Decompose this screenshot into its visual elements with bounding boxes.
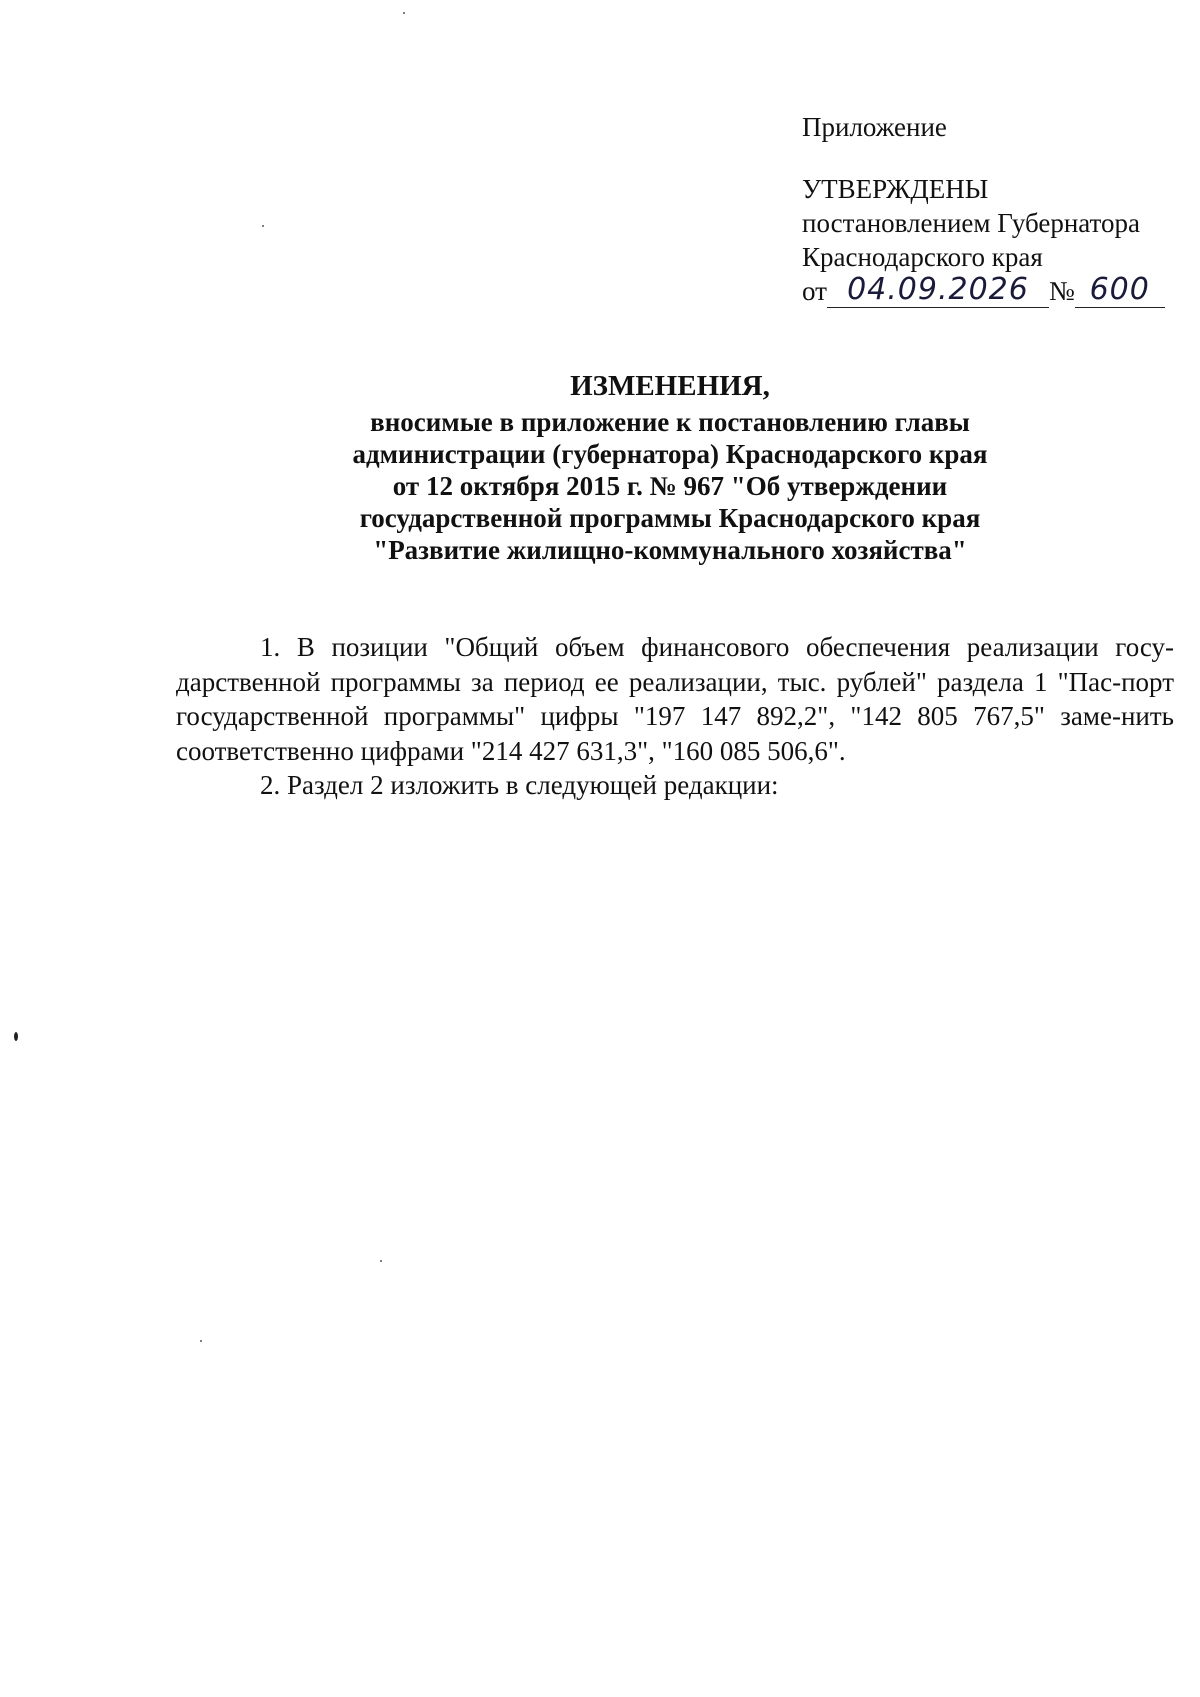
approved-by-line-1: постановлением Губернатора	[802, 208, 1140, 238]
title-line: от 12 октября 2015 г. № 967 "Об утверждении	[392, 471, 948, 501]
date-prefix: от	[802, 276, 827, 306]
approval-stamp-block	[802, 110, 1182, 308]
paragraph-2	[176, 768, 1174, 803]
scan-speck	[262, 225, 264, 227]
number-prefix: №	[1048, 276, 1075, 306]
approved-label: УТВЕРЖДЕНЫ	[802, 174, 989, 204]
title-line: "Развитие жилищно-коммунального хозяйства"	[373, 535, 967, 565]
appendix-label: Приложение	[802, 112, 947, 142]
scan-speck	[403, 12, 405, 14]
handwritten-date: 04.09.2026	[827, 275, 1049, 308]
approved-by-line-2: Краснодарского края	[802, 242, 1043, 272]
paragraph-1	[176, 630, 1174, 768]
handwritten-number: 600	[1075, 275, 1165, 308]
scan-speck	[200, 1340, 202, 1342]
date-number-line	[802, 274, 1182, 308]
paragraph-1-number: 1.	[260, 632, 297, 662]
document-title	[300, 370, 1040, 566]
document-body	[176, 630, 1174, 803]
title-line: администрации (губернатора) Краснодарского края	[352, 439, 988, 469]
paragraph-2-text: 2. Раздел 2 изложить в следующей редакции:	[260, 770, 779, 800]
scan-speck	[380, 1260, 382, 1262]
title-line: вносимые в приложение к постановлению главы	[370, 407, 970, 437]
title-line: государственной программы Краснодарского края	[359, 503, 981, 533]
paragraph-1-text: В позиции "Общий объем финансового обеспечения реализации госу-дарственной программы за период ее реализации, тыс. рублей" раздела 1 "Пас-порт государственной программы" цифры "197 147 892,2", "142 805 767,5" заме-нить соответственно цифрами "214 427 631,3", "160 085 506,6".	[176, 632, 1174, 766]
title-main: ИЗМЕНЕНИЯ,	[570, 370, 770, 402]
scan-speck	[14, 1032, 18, 1041]
